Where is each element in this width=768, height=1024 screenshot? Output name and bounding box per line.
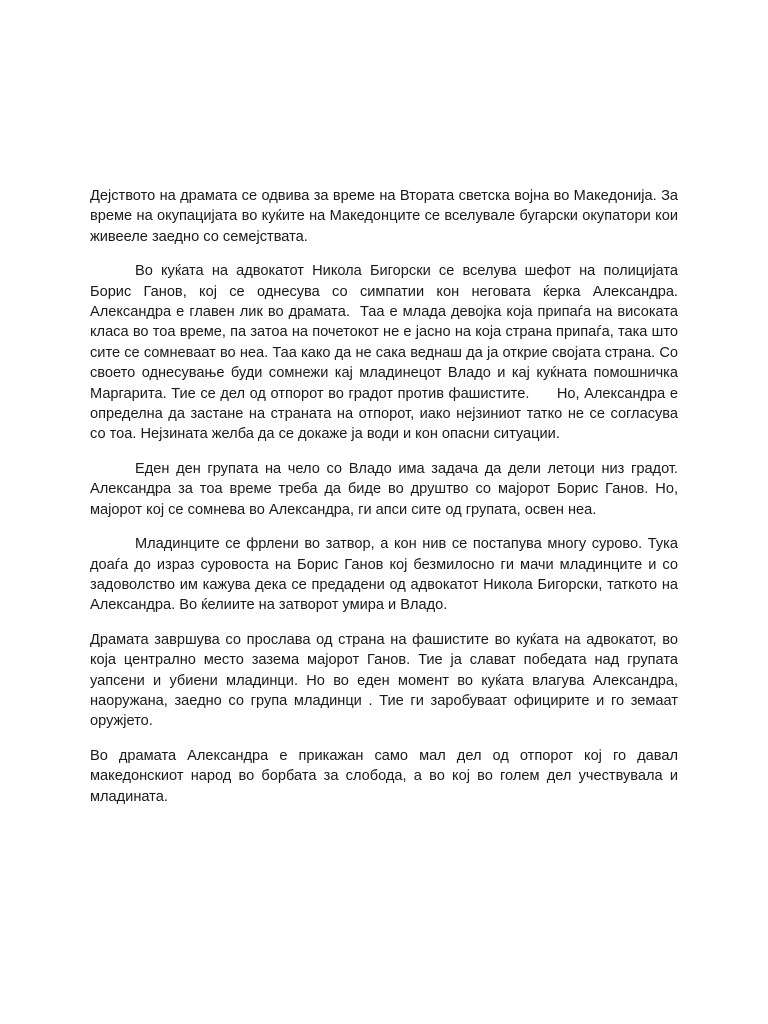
paragraph-5: Драмата завршува со прослава од страна на фашистите во куќата на адвокатот, во која централно место зазема мајорот Ганов. Тие ја слават победата над групата уапсени и убиени младинци. Но во еден момент во куќата влагува Александра, наоружана, заедно со група младинци . Тие ги заробуваат официрите и го земаат оружјето. (90, 631, 683, 730)
document-body (90, 186, 683, 821)
paragraph-6: Во драмата Александра е прикажан само мал дел од отпорот кој го давал македонскиот народ во борбата за слобода, а во кој во голем дел учествувала и младината. (90, 747, 683, 805)
paragraph-3: Еден ден групата на чело со Владо има задача да дели летоци низ градот. Александра за тоа време треба да биде во друштво со мајорот Борис Ганов. Но, мајорот кој се сомнева во Александра, ги апси сите од групата, освен неа. (90, 460, 683, 518)
paragraph-2: Во куќата на адвокатот Никола Бигорски се вселува шефот на полицијата Борис Ганов, кој се однесува со симпатии кон неговата ќерка Александра. Александра е главен лик во драмата. Таа е млада девојка која припаѓа на високата класа во тоа време, па затоа на почетокот не е јасно на која страна припаѓа, така што сите се сомневаат во неа. Таа како да не сака веднаш да ја открие својата страна. Со своето однесување буди сомнежи кај младинецот Владо и кај куќната помошничка Маргарита. Тие се дел од отпорот во градот против фашистите. Но, Александра е определна да застане на страната на отпорот, иако нејзиниот татко не се согласува со тоа. Нејзината желба да се докаже ја води и кон опасни ситуации. (90, 263, 683, 443)
paragraph-4: Младинците се фрлени во затвор, а кон нив се постапува многу сурово. Тука доаѓа до израз суровоста на Борис Ганов кој безмилосно ги мачи младинците и со задоволство им кажува дека се предадени од адвокатот Никола Бигорски, таткото на Александра. Во ќелиите на затворот умира и Владо. (90, 536, 683, 614)
paragraph-1: Дејството на драмата се одвива за време на Втората светска војна во Македонија. За време на окупацијата во куќите на Македонците се вселувале бугарски окупатори кои живееле заедно со семејствата. (90, 188, 683, 245)
